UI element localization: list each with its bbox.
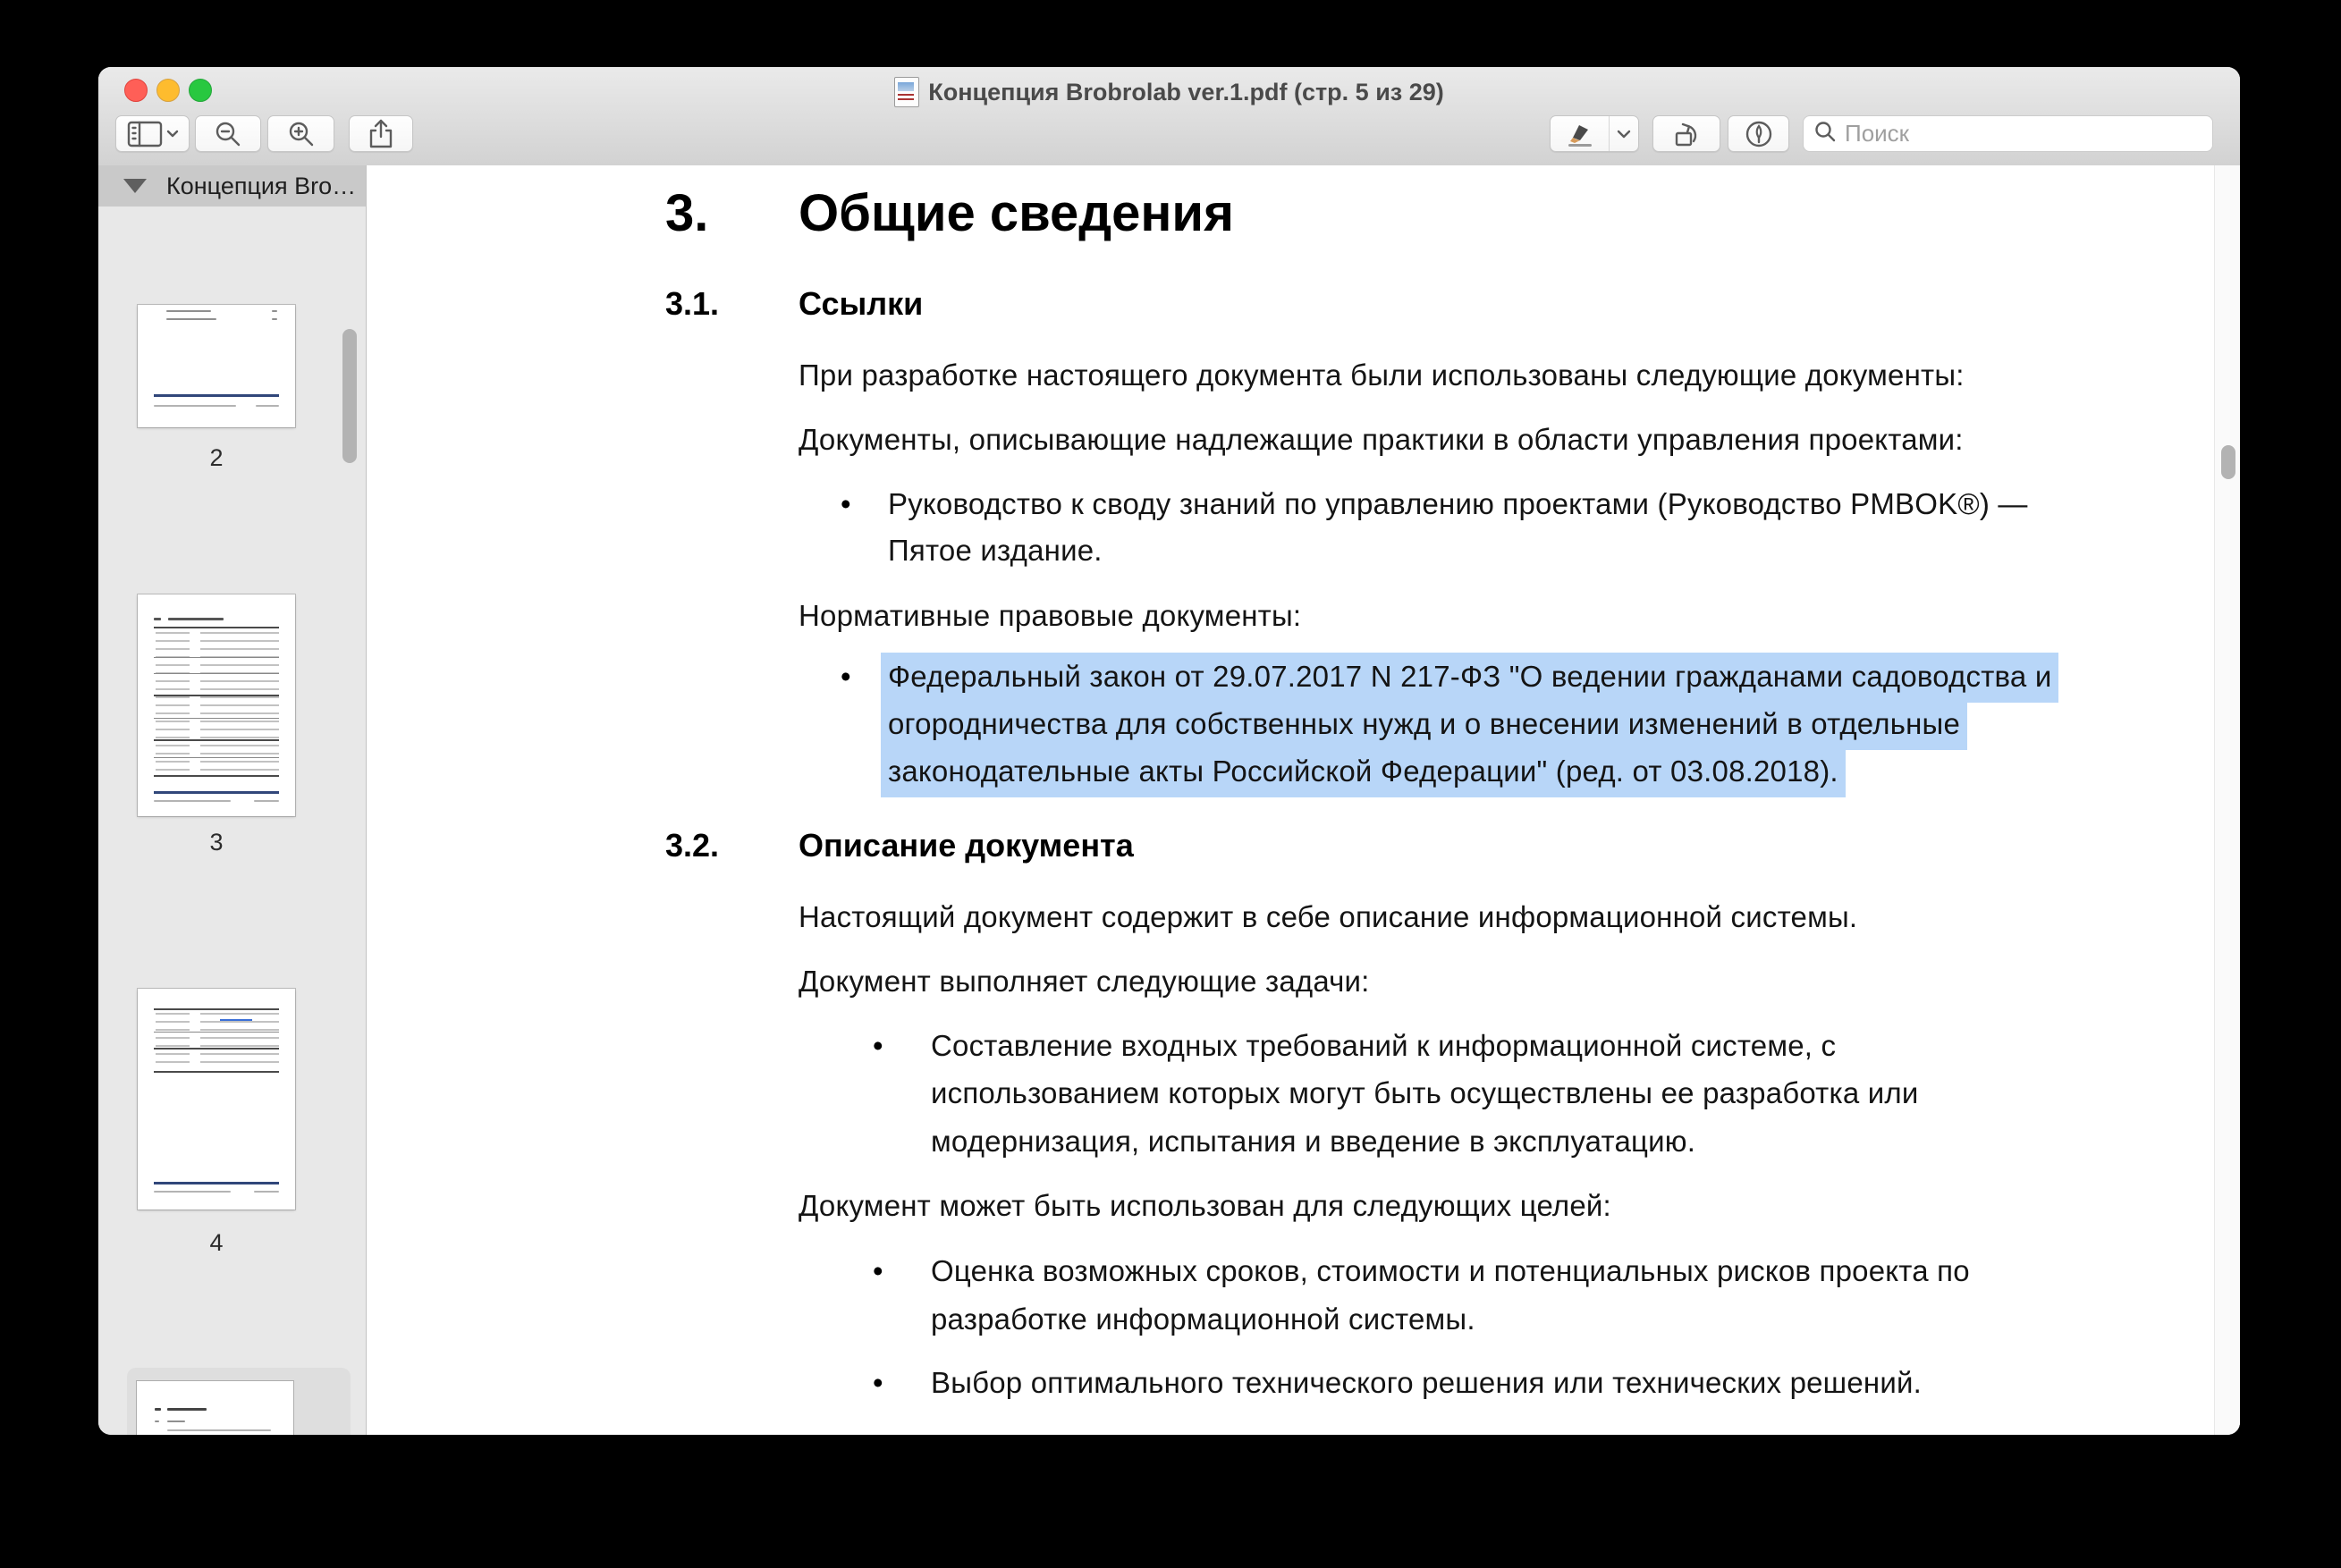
highlighted-text[interactable]: Федеральный закон от 29.07.2017 N 217-ФЗ "О ведении гражданами садоводства и — [881, 653, 2058, 703]
subsection-number: 3.2. — [665, 827, 720, 864]
rotate-left-icon — [1671, 120, 1702, 148]
bullet-text: Пятое издание. — [888, 534, 1103, 567]
thumbnail-page-number: 2 — [209, 444, 224, 471]
subsection-title: Описание документа — [799, 827, 1134, 864]
sidebar-outline-row[interactable] — [98, 165, 366, 207]
sidebar-scrollbar-thumb[interactable] — [342, 329, 357, 463]
section-number: 3. — [665, 184, 709, 242]
thumbnail-page-2[interactable] — [138, 305, 295, 427]
main-scrollbar-thumb[interactable] — [2221, 445, 2235, 479]
thumbnail-page-5[interactable] — [137, 1381, 293, 1435]
thumbnail-preview — [137, 1381, 293, 1435]
subsection-number: 3.1. — [665, 285, 720, 322]
zoom-out-icon — [215, 121, 241, 148]
search-icon — [1814, 121, 1836, 147]
window-title-text: Концепция Brobrolab ver.1.pdf (стр. 5 из 29) — [928, 78, 1444, 105]
section-title: Общие сведения — [799, 184, 1234, 242]
paragraph: Документ выполняет следующие задачи: — [799, 965, 1370, 998]
bullet-marker: • — [873, 1366, 883, 1399]
bullet-text: Руководство к своду знаний по управлению проектами (Руководство PMBOK®) — — [888, 487, 2028, 520]
zoom-in-button[interactable] — [267, 115, 334, 152]
bullet-text: Оценка возможных сроков, стоимости и потенциальных рисков проекта по — [931, 1254, 1970, 1287]
thumbnail-preview — [138, 989, 295, 1210]
search-field[interactable] — [1803, 115, 2213, 152]
highlighter-icon — [1551, 120, 1609, 148]
main-scrollbar-track[interactable] — [2214, 165, 2240, 1435]
share-button[interactable] — [349, 115, 413, 152]
bullet-marker: • — [873, 1254, 883, 1287]
paragraph: Нормативные правовые документы: — [799, 599, 1302, 632]
paragraph: При разработке настоящего документа были использованы следующие документы: — [799, 358, 1965, 392]
chevron-down-icon[interactable] — [1610, 129, 1638, 139]
bullet-marker: • — [873, 1029, 883, 1062]
sidebar-toggle-button[interactable] — [115, 115, 190, 152]
search-input[interactable] — [1843, 119, 2202, 148]
bullet-text: Выбор оптимального технического решения или технических решений. — [931, 1366, 1922, 1399]
preview-window — [98, 67, 2240, 1435]
bullet-text: модернизация, испытания и введение в эксплуатацию. — [931, 1125, 1696, 1158]
highlighted-text[interactable]: законодательные акты Российской Федерации" (ред. от 03.08.2018). — [881, 747, 1846, 797]
paragraph: Документ может быть использован для следующих целей: — [799, 1189, 1611, 1222]
subsection-title: Ссылки — [799, 285, 924, 322]
zoom-in-icon — [288, 121, 315, 148]
thumbnail-sidebar — [98, 165, 367, 1435]
paragraph: Документы, описывающие надлежащие практики в области управления проектами: — [799, 423, 1964, 456]
thumbnail-preview — [138, 594, 295, 816]
highlight-button[interactable] — [1550, 115, 1639, 152]
rotate-left-button[interactable] — [1652, 115, 1720, 152]
pdf-document-icon — [894, 77, 919, 107]
sidebar-document-name: Концепция Bro… — [166, 172, 357, 199]
markup-button[interactable] — [1728, 115, 1789, 152]
sidebar-panel-icon — [127, 121, 179, 148]
bullet-marker: • — [841, 487, 851, 520]
thumbnail-page-number: 3 — [209, 829, 224, 856]
document-view — [367, 165, 2240, 1435]
zoom-out-button[interactable] — [195, 115, 261, 152]
disclosure-triangle-icon[interactable] — [123, 179, 147, 193]
paragraph: Настоящий документ содержит в себе описание информационной системы. — [799, 900, 1858, 933]
highlighted-text[interactable]: огородничества для собственных нужд и о внесении изменений в отдельные — [881, 700, 1967, 750]
share-icon — [368, 119, 393, 149]
thumbnail-page-number: 4 — [209, 1229, 224, 1256]
title-bar[interactable] — [98, 67, 2240, 166]
thumbnail-page-4[interactable] — [138, 989, 295, 1210]
bullet-text: разработке информационной системы. — [931, 1302, 1475, 1336]
markup-pen-icon — [1745, 120, 1773, 148]
thumbnail-page-3[interactable] — [138, 594, 295, 816]
bullet-text: Составление входных требований к информационной системе, с — [931, 1029, 1837, 1062]
bullet-text: использованием которых могут быть осуществлены ее разработка или — [931, 1076, 1919, 1109]
pdf-page — [367, 165, 2214, 1435]
window-title — [98, 79, 2240, 105]
bullet-marker: • — [841, 660, 851, 693]
thumbnail-preview — [138, 305, 295, 427]
